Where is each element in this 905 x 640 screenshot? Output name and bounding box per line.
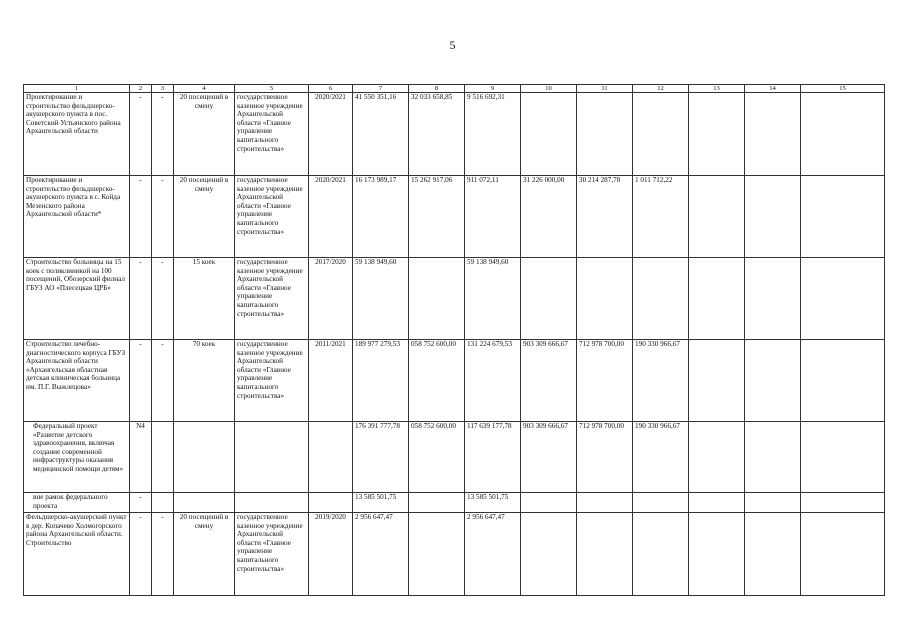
cell-col3 (152, 493, 174, 513)
value-col11 (577, 513, 633, 596)
page-number: 5 (449, 38, 456, 52)
value-col9: 13 585 501,75 (465, 493, 521, 513)
value-col15 (801, 513, 885, 596)
capacity (174, 493, 235, 513)
period: 2019/2020 (309, 513, 353, 596)
value-col13 (689, 176, 745, 258)
value-col10 (521, 493, 577, 513)
object-name: Проектирование и строительство фельдшерско-акушерского пункта в с. Койда Мезенского района Архангельской области* (24, 176, 130, 258)
value-col7: 41 550 351,16 (353, 93, 409, 176)
value-col10 (521, 258, 577, 340)
outside-project-row (24, 493, 885, 513)
cell-col2: - (130, 176, 152, 258)
value-col10: 903 309 666,67 (521, 422, 577, 493)
value-col12: 190 330 966,67 (633, 422, 689, 493)
value-col8 (409, 493, 465, 513)
value-col7: 59 138 949,60 (353, 258, 409, 340)
period: 2020/2021 (309, 93, 353, 176)
value-col12: 190 330 966,67 (633, 340, 689, 422)
table-row (24, 513, 885, 596)
customer: государственное казенное учреждение Архангельской области «Главное управление капитального строительства» (235, 176, 309, 258)
value-col12 (633, 258, 689, 340)
object-name: Строительство больницы на 15 коек с поликлиникой на 100 посещений, Обозерский филиал ГБУЗ АО «Плесецкая ЦРБ» (24, 258, 130, 340)
outside-project-name: вне рамок федерального проекта (24, 493, 130, 513)
customer: государственное казенное учреждение Архангельской области «Главное управление капитального строительства» (235, 513, 309, 596)
value-col15 (801, 422, 885, 493)
value-col13 (689, 513, 745, 596)
capacity (174, 422, 235, 493)
value-col7: 189 977 279,53 (353, 340, 409, 422)
value-col9: 911 072,11 (465, 176, 521, 258)
value-col14 (745, 93, 801, 176)
value-col10: 31 226 000,00 (521, 176, 577, 258)
column-number: 13 (689, 85, 745, 93)
column-number: 3 (152, 85, 174, 93)
cell-col2: - (130, 513, 152, 596)
value-col8: 15 262 917,06 (409, 176, 465, 258)
value-col11 (577, 493, 633, 513)
value-col11: 712 978 700,00 (577, 340, 633, 422)
column-number: 4 (174, 85, 235, 93)
value-col11: 712 978 700,00 (577, 422, 633, 493)
capacity: 20 посещений в смену (174, 93, 235, 176)
value-col14 (745, 258, 801, 340)
value-col9: 2 956 647,47 (465, 513, 521, 596)
value-col13 (689, 422, 745, 493)
customer: государственное казенное учреждение Архангельской области «Главное управление капитального строительства» (235, 340, 309, 422)
value-col14 (745, 513, 801, 596)
value-col15 (801, 258, 885, 340)
object-name: Строительство лечебно-диагностического корпуса ГБУЗ Архангельской области «Архангельская областная детская клиническая больница им. П.Г. Выжлецова» (24, 340, 130, 422)
cell-col2: - (130, 258, 152, 340)
object-name: Проектирование и строительство фельдшерско-акушерского пункта в пос. Советский Устьянского района Архангельской области (24, 93, 130, 176)
value-col11: 30 214 287,78 (577, 176, 633, 258)
column-number-row (24, 85, 885, 93)
column-number: 7 (353, 85, 409, 93)
column-number: 5 (235, 85, 309, 93)
column-number: 10 (521, 85, 577, 93)
federal-project-name: Федеральный проект «Развитие детского здравоохранения, включая создание современной инфраструктуры оказания медицинской помощи детям» (24, 422, 130, 493)
value-col13 (689, 340, 745, 422)
value-col13 (689, 493, 745, 513)
value-col8 (409, 513, 465, 596)
period (309, 422, 353, 493)
column-number: 6 (309, 85, 353, 93)
value-col14 (745, 422, 801, 493)
value-col11 (577, 93, 633, 176)
value-col9: 59 138 949,60 (465, 258, 521, 340)
column-number: 14 (745, 85, 801, 93)
cell-col2: - (130, 493, 152, 513)
budget-table (23, 84, 885, 596)
cell-col2: - (130, 340, 152, 422)
column-number: 8 (409, 85, 465, 93)
value-col12: 1 011 712,22 (633, 176, 689, 258)
value-col15 (801, 93, 885, 176)
value-col10 (521, 93, 577, 176)
cell-col3 (152, 422, 174, 493)
customer: государственное казенное учреждение Архангельской области «Главное управление капитального строительства» (235, 258, 309, 340)
value-col13 (689, 258, 745, 340)
cell-col3: - (152, 513, 174, 596)
capacity: 15 коек (174, 258, 235, 340)
value-col12 (633, 493, 689, 513)
capacity: 70 коек (174, 340, 235, 422)
value-col7: 176 391 777,78 (353, 422, 409, 493)
period: 2020/2021 (309, 176, 353, 258)
column-number: 1 (24, 85, 130, 93)
value-col15 (801, 340, 885, 422)
value-col9: 117 639 177,78 (465, 422, 521, 493)
column-number: 11 (577, 85, 633, 93)
value-col13 (689, 93, 745, 176)
customer (235, 493, 309, 513)
value-col10 (521, 513, 577, 596)
capacity: 20 посещений в смену (174, 176, 235, 258)
period (309, 493, 353, 513)
column-number: 15 (801, 85, 885, 93)
period: 2011/2021 (309, 340, 353, 422)
value-col10: 903 309 666,67 (521, 340, 577, 422)
value-col7: 16 173 989,17 (353, 176, 409, 258)
value-col14 (745, 340, 801, 422)
value-col8 (409, 258, 465, 340)
cell-col3: - (152, 93, 174, 176)
object-name: Фельдшерско-акушерский пункт в дер. Копачево Холмогорского района Архангельской области. Строительство (24, 513, 130, 596)
cell-col2: - (130, 93, 152, 176)
value-col8: 058 752 600,00 (409, 340, 465, 422)
value-col14 (745, 493, 801, 513)
table-row (24, 93, 885, 176)
table-row (24, 340, 885, 422)
federal-project-row (24, 422, 885, 493)
column-number: 12 (633, 85, 689, 93)
value-col7: 13 585 501,75 (353, 493, 409, 513)
value-col12 (633, 93, 689, 176)
value-col8: 058 752 600,00 (409, 422, 465, 493)
value-col9: 9 516 692,31 (465, 93, 521, 176)
table-row (24, 258, 885, 340)
customer (235, 422, 309, 493)
column-number: 9 (465, 85, 521, 93)
value-col7: 2 956 647,47 (353, 513, 409, 596)
cell-col3: - (152, 176, 174, 258)
value-col9: 131 224 679,53 (465, 340, 521, 422)
value-col11 (577, 258, 633, 340)
table-row (24, 176, 885, 258)
value-col15 (801, 493, 885, 513)
value-col15 (801, 176, 885, 258)
period: 2017/2020 (309, 258, 353, 340)
capacity: 20 посещений в смену (174, 513, 235, 596)
cell-col2: N4 (130, 422, 152, 493)
cell-col3: - (152, 258, 174, 340)
customer: государственное казенное учреждение Архангельской области «Главное управление капитального строительства» (235, 93, 309, 176)
cell-col3: - (152, 340, 174, 422)
value-col8: 32 033 658,85 (409, 93, 465, 176)
value-col12 (633, 513, 689, 596)
value-col14 (745, 176, 801, 258)
column-number: 2 (130, 85, 152, 93)
